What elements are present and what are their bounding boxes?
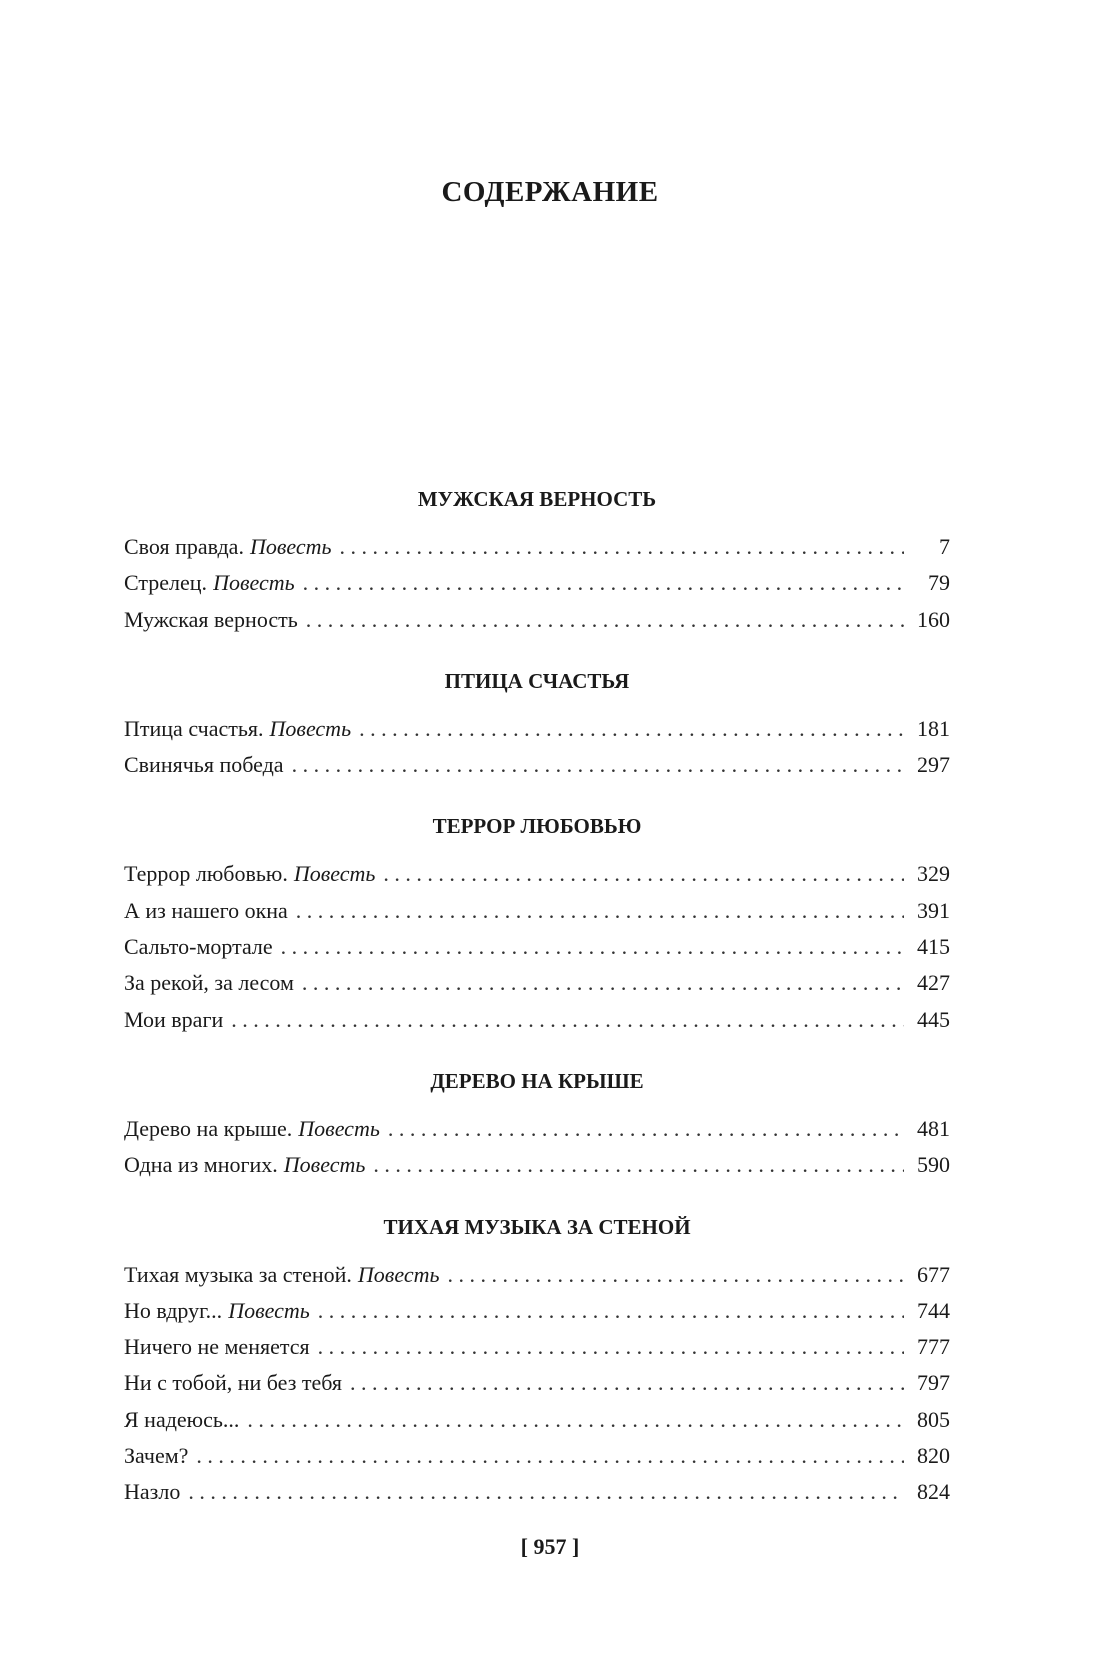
dot-leader bbox=[303, 565, 904, 601]
entry-genre: Повесть bbox=[298, 1115, 380, 1141]
dot-leader bbox=[383, 856, 904, 892]
toc-entry[interactable] bbox=[124, 1111, 950, 1147]
entry-genre: Повесть bbox=[269, 715, 352, 741]
entry-title bbox=[124, 856, 375, 892]
page-number: [ 957 ] bbox=[520, 1534, 580, 1559]
dot-leader bbox=[359, 711, 904, 747]
section-heading: ПТИЦА СЧАСТЬЯ bbox=[444, 668, 630, 693]
toc-entry[interactable] bbox=[124, 1365, 950, 1401]
entry-title bbox=[124, 529, 332, 565]
toc-entry[interactable] bbox=[124, 1002, 950, 1038]
table-of-contents bbox=[124, 485, 950, 1540]
dot-leader bbox=[281, 929, 904, 965]
entry-title-text: Дерево на крыше. bbox=[124, 1115, 293, 1141]
entry-title bbox=[124, 1438, 188, 1474]
entry-title-text: Птица счастья. bbox=[124, 715, 264, 741]
entry-title bbox=[124, 602, 298, 638]
dot-leader bbox=[318, 1329, 904, 1365]
entry-title bbox=[124, 1329, 310, 1365]
entry-title-text: За рекой, за лесом bbox=[124, 970, 294, 996]
dot-leader bbox=[388, 1111, 904, 1147]
entry-page-number: 79 bbox=[928, 570, 950, 596]
entry-title-text: Тихая музыка за стеной. bbox=[124, 1261, 352, 1287]
entry-page-number: 329 bbox=[917, 861, 950, 887]
dot-leader bbox=[196, 1438, 904, 1474]
entry-page-number: 797 bbox=[917, 1370, 950, 1396]
toc-entry[interactable] bbox=[124, 856, 950, 892]
entry-title-text: Мужская верность bbox=[124, 606, 298, 632]
entry-page-number: 824 bbox=[917, 1479, 950, 1505]
entry-page-number: 7 bbox=[939, 534, 950, 559]
entry-title-text: Назло bbox=[124, 1479, 181, 1505]
toc-entry[interactable] bbox=[124, 565, 950, 601]
entry-title bbox=[124, 965, 294, 1001]
entry-title bbox=[124, 1402, 239, 1438]
entry-title-text: Ничего не меняется bbox=[124, 1334, 310, 1360]
entry-title-text: Но вдруг... bbox=[124, 1297, 223, 1323]
dot-leader bbox=[373, 1147, 904, 1183]
entry-title bbox=[124, 1293, 310, 1329]
dot-leader bbox=[292, 747, 904, 783]
entry-page-number: 677 bbox=[917, 1261, 950, 1287]
entry-page-number: 427 bbox=[917, 970, 950, 996]
entry-page-number: 415 bbox=[917, 934, 950, 960]
section-heading: ТЕРРОР ЛЮБОВЬЮ bbox=[432, 814, 642, 839]
entry-title-text: Сальто-мортале bbox=[124, 934, 273, 960]
entry-genre: Повесть bbox=[213, 570, 295, 596]
toc-section bbox=[124, 667, 950, 784]
entry-title-text: Мои враги bbox=[124, 1006, 224, 1032]
dot-leader bbox=[231, 1002, 904, 1038]
entry-title bbox=[124, 929, 273, 965]
toc-entry[interactable] bbox=[124, 1329, 950, 1365]
entry-genre: Повесть bbox=[249, 534, 332, 559]
entry-title bbox=[124, 1111, 380, 1147]
entry-page-number: 181 bbox=[917, 715, 950, 741]
dot-leader bbox=[340, 529, 904, 565]
entry-page-number: 590 bbox=[917, 1152, 950, 1178]
entry-page-number: 820 bbox=[917, 1443, 950, 1469]
toc-entry[interactable] bbox=[124, 929, 950, 965]
entry-title bbox=[124, 893, 288, 929]
dot-leader bbox=[350, 1365, 904, 1401]
entry-page-number: 391 bbox=[917, 897, 950, 923]
entry-title-text: Я надеюсь... bbox=[124, 1406, 240, 1432]
toc-section bbox=[124, 485, 950, 638]
dot-leader bbox=[188, 1474, 904, 1510]
toc-entry[interactable] bbox=[124, 1257, 950, 1293]
section-heading: ДЕРЕВО НА КРЫШЕ bbox=[430, 1068, 644, 1093]
entry-title-text: А из нашего окна bbox=[124, 897, 288, 923]
entry-genre: Повесть bbox=[293, 861, 376, 887]
entry-title bbox=[124, 565, 295, 601]
page-title: СОДЕРЖАНИЕ bbox=[441, 176, 659, 208]
entry-page-number: 445 bbox=[917, 1006, 950, 1032]
entry-genre: Повесть bbox=[357, 1261, 440, 1287]
toc-entry[interactable] bbox=[124, 1293, 950, 1329]
toc-entry[interactable] bbox=[124, 602, 950, 638]
section-heading: ТИХАЯ МУЗЫКА ЗА СТЕНОЙ bbox=[383, 1214, 691, 1239]
entry-page-number: 160 bbox=[917, 606, 950, 632]
entry-title-text: Ни с тобой, ни без тебя bbox=[124, 1370, 343, 1396]
entry-title bbox=[124, 1257, 440, 1293]
toc-entry[interactable] bbox=[124, 711, 950, 747]
toc-entry[interactable] bbox=[124, 893, 950, 929]
toc-entry[interactable] bbox=[124, 965, 950, 1001]
entry-title-text: Одна из многих. bbox=[124, 1152, 278, 1178]
entry-genre: Повесть bbox=[283, 1152, 366, 1178]
entry-title bbox=[124, 1365, 342, 1401]
toc-section bbox=[124, 1067, 950, 1184]
toc-entry[interactable] bbox=[124, 1147, 950, 1183]
dot-leader bbox=[247, 1402, 904, 1438]
dot-leader bbox=[296, 893, 904, 929]
entry-title-text: Зачем? bbox=[124, 1443, 189, 1469]
toc-entry[interactable] bbox=[124, 1474, 950, 1510]
dot-leader bbox=[448, 1257, 905, 1293]
entry-page-number: 481 bbox=[917, 1115, 950, 1141]
entry-title-text: Свинячья победа bbox=[124, 752, 284, 778]
entry-page-number: 744 bbox=[917, 1297, 950, 1323]
entry-title bbox=[124, 1474, 180, 1510]
section-heading: МУЖСКАЯ ВЕРНОСТЬ bbox=[417, 487, 657, 511]
entry-title-text: Своя правда. bbox=[124, 534, 244, 559]
dot-leader bbox=[318, 1293, 904, 1329]
entry-page-number: 297 bbox=[917, 752, 950, 778]
entry-page-number: 777 bbox=[917, 1334, 950, 1360]
toc-section bbox=[124, 1213, 950, 1511]
entry-title bbox=[124, 1147, 365, 1183]
toc-entry[interactable] bbox=[124, 1402, 950, 1438]
toc-entry[interactable] bbox=[124, 1438, 950, 1474]
toc-entry[interactable] bbox=[124, 747, 950, 783]
dot-leader bbox=[306, 602, 904, 638]
entry-page-number: 805 bbox=[917, 1406, 950, 1432]
entry-title bbox=[124, 1002, 223, 1038]
dot-leader bbox=[302, 965, 904, 1001]
entry-title-text: Террор любовью. bbox=[124, 861, 288, 887]
entry-genre: Повесть bbox=[228, 1297, 310, 1323]
entry-title bbox=[124, 711, 351, 747]
toc-section bbox=[124, 812, 950, 1037]
toc-entry[interactable] bbox=[124, 529, 950, 565]
entry-title bbox=[124, 747, 284, 783]
entry-title-text: Стрелец. bbox=[124, 570, 208, 596]
